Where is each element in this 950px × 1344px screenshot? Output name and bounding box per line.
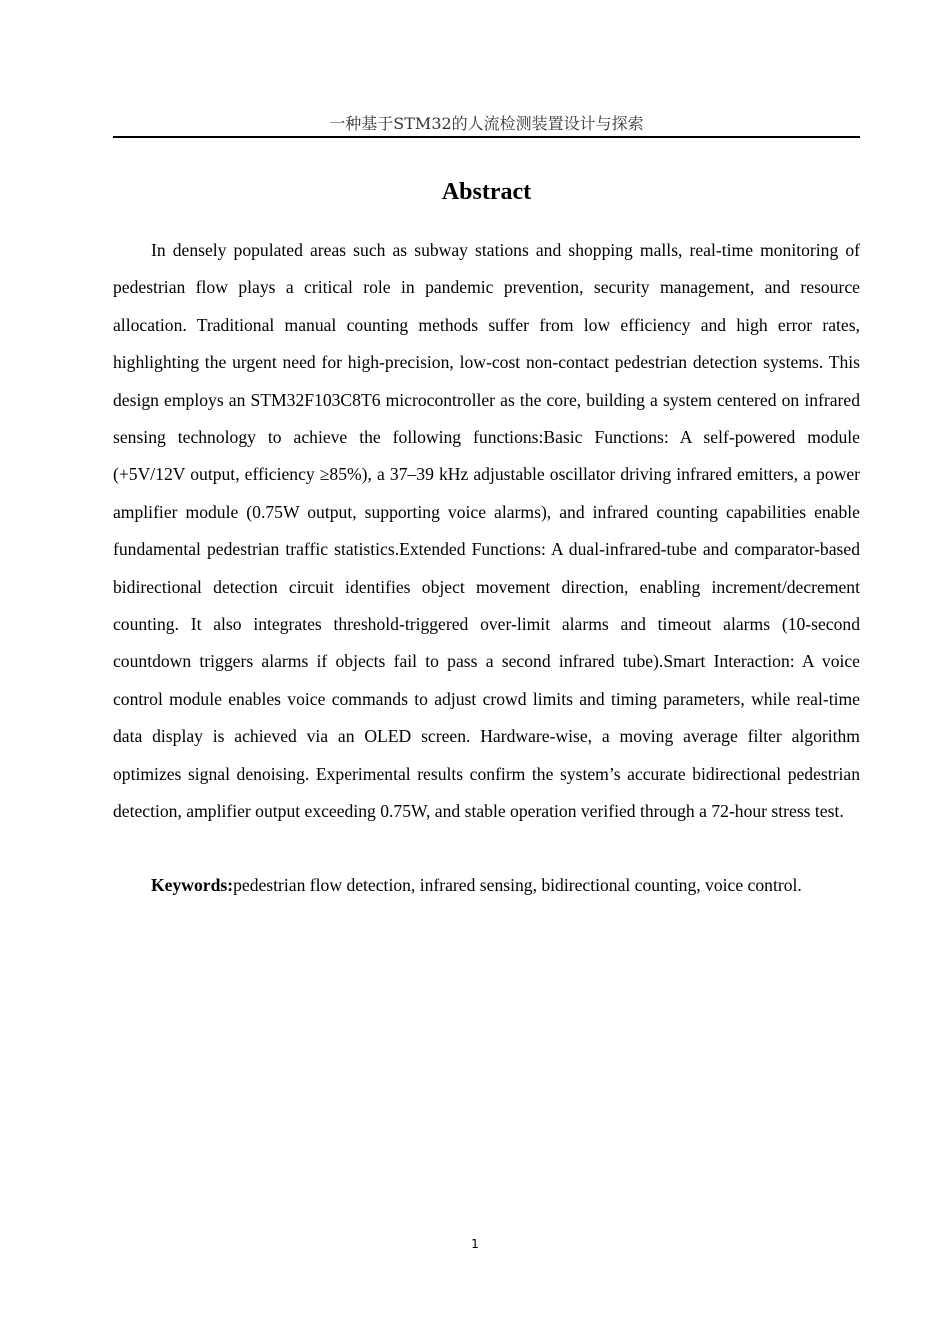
running-header: 一种基于STM32的人流检测装置设计与探索: [113, 112, 860, 138]
keywords-line: [113, 867, 860, 904]
page-number: 1: [471, 1237, 479, 1251]
keywords-text: pedestrian flow detection, infrared sensing, bidirectional counting, voice control.: [233, 875, 802, 895]
keywords-label: Keywords:: [151, 875, 234, 895]
abstract-title: Abstract: [441, 179, 532, 205]
abstract-body: In densely populated areas such as subway stations and shopping malls, real-time monitoring of pedestrian flow plays a critical role in pandemic prevention, security management, and resource allocation. Traditional manual counting methods suffer from low efficiency and high error rates, highlighting the urgent need for high-precision, low-cost non-contact pedestrian detection systems. This design employs an STM32F103C8T6 microcontroller as the core, building a system centered on infrared sensing technology to achieve the following functions:Basic Functions: A self-powered module (+5V/12V output, efficiency ≥85%), a 37–39 kHz adjustable oscillator driving infrared emitters, a power amplifier module (0.75W output, supporting voice alarms), and infrared counting capabilities enable fundamental pedestrian traffic statistics.Extended Functions: A dual-infrared-tube and comparator-based bidirectional detection circuit identifies object movement direction, enabling increment/decrement counting. It also integrates threshold-triggered over-limit alarms and timeout alarms (10-second countdown triggers alarms if objects fail to pass a second infrared tube).Smart Interaction: A voice control module enables voice commands to adjust crowd limits and timing parameters, while real-time data display is achieved via an OLED screen. Hardware-wise, a moving average filter algorithm optimizes signal denoising. Experimental results confirm the system’s accurate bidirectional pedestrian detection, amplifier output exceeding 0.75W, and stable operation verified through a 72-hour stress test.: [113, 240, 860, 822]
